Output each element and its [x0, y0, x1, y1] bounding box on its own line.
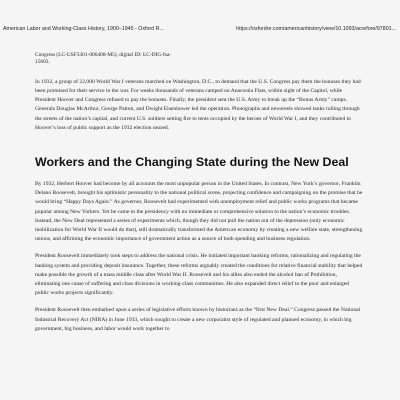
- intro-paragraph: In 1932, a group of 22,000 World War I veterans marched on Washington, D.C., to demand that the U.S. Congress pay them the bonuses they had been promised for their service in the war. For weeks thousands of veterans camped on Anacostia Flats, within sight of the Capitol, while President Hoover and Congress refused to pay the bonuses. Finally, the president sent the U.S. Army to break up the “Bonus Army” camps. Generals Douglas McArthur, George Patton, and Dwight Eisenhower led the operation. Photographs and newsreels showed tanks rolling through the streets of the nation’s capital, and current U.S. soldiers setting fire to tents occupied by the heroes of World War I, and they contributed to Hoover’s loss of public support as the 1932 election neared.: [35, 78, 361, 131]
- body-paragraph-2: President Roosevelt immediately took steps to address the national crisis. He initiated important banking reforms, rationalizing and regulating the banking system and providing deposit insurance. Together, these reforms arguably created the conditions for relative financial stability that helped make possible the growth of a mass middle class after World War II. Roosevelt and his allies also ended the alcohol ban of Prohibition, eliminating one cause of suffering and class divisions in working-class communities. He also expanded direct relief to the poor and enlarged public works projects significantly.: [35, 253, 363, 297]
- page-url-header: https://oxfordre.com/americanhistory/view/10.1093/acrefore/97801...: [236, 26, 396, 32]
- article-content: [35, 52, 363, 342]
- page-bottom-fade: [0, 390, 400, 400]
- section-heading: Workers and the Changing State during the New Deal: [35, 155, 349, 170]
- body-paragraph-1: By 1932, Herbert Hoover had become by all accounts the most unpopular person in the United States. In contrast, New York’s governor, Franklin Delano Roosevelt, brought his optimistic personality to the national political scene, projecting confidence and campaigning on the promise that he would bring “Happy Days Again.” As governor, Roosevelt had experimented with unemployment relief and public works programs that became popular among New Yorkers. Yet he came to the presidency with no immediate or comprehensive solution to the nation’s economic troubles. Instead, the New Deal represented a series of experiments which, though they did not pull the nation out of the depression (only economic mobilization for World War II would do that), still dramatically transformed the American economy by creating a new welfare state, strengthening unions, and affirming the economic importance of government action as a source of both spending and business regulation.: [35, 181, 363, 243]
- body-paragraph-3: President Roosevelt then embarked upon a series of legislative efforts known by historians as the “first New Deal.” Congress passed the National Industrial Recovery Act (NIRA) in June 1933, which sought to create a new corporatist style of regulated and planned economy, in which big government, big business, and labor would work together to: [35, 307, 361, 332]
- print-header: [3, 26, 396, 35]
- image-caption: Congress (LC-USF3301-006408-M5), digital ID: LC-DIG-fsa-15603.: [35, 52, 172, 66]
- page-title-header: American Labor and Working-Class History, 1900–1945 - Oxford R...: [3, 26, 164, 32]
